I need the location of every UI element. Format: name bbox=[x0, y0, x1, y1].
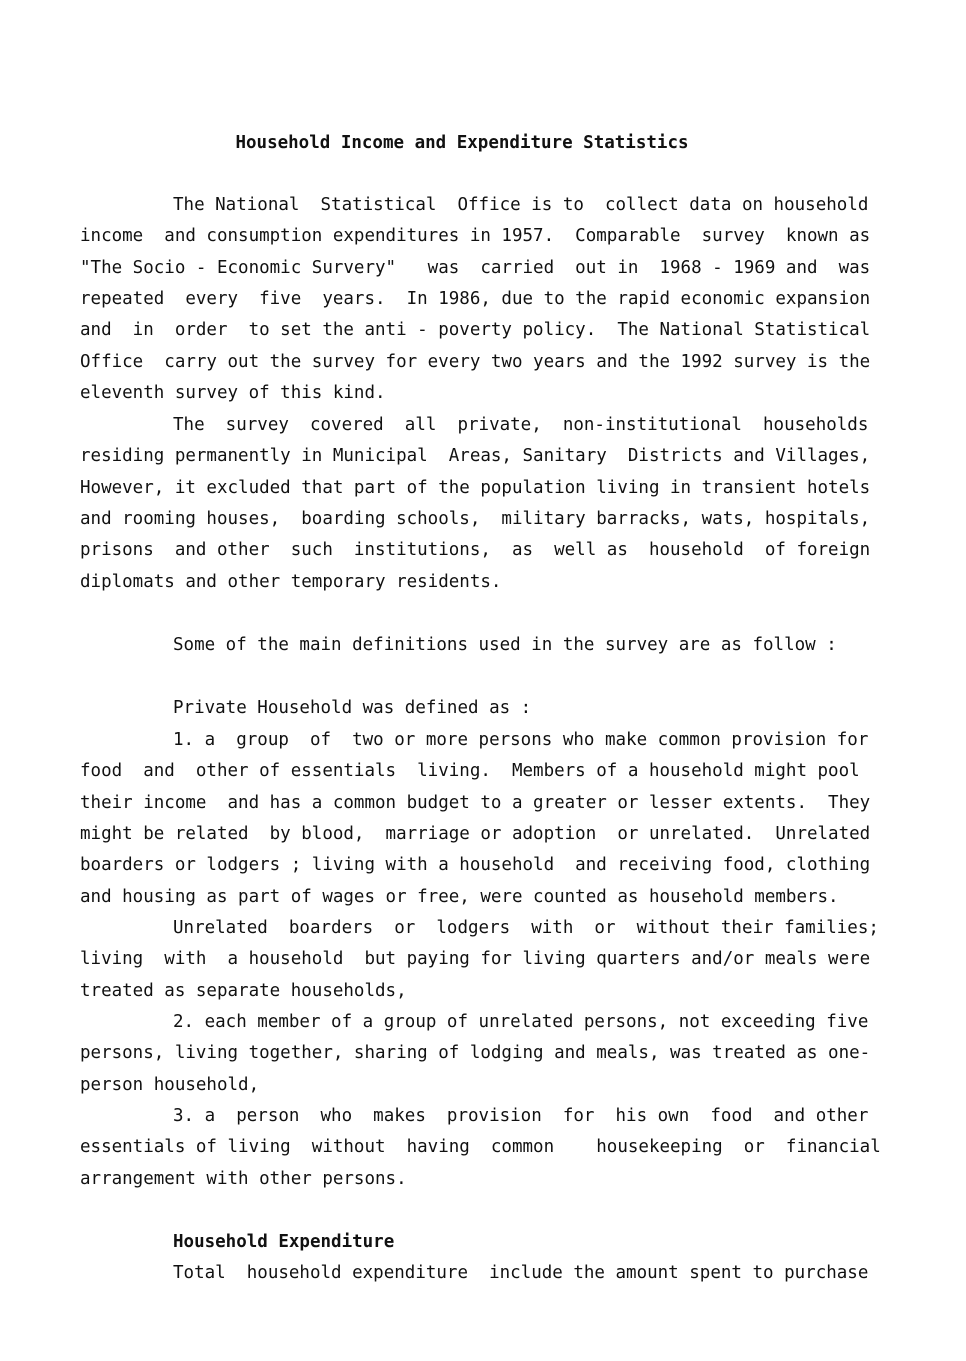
definitions-intro bbox=[80, 630, 848, 661]
text-line: their income and has a common budget to a greater or lesser extents. They bbox=[80, 792, 871, 813]
intro-paragraph-1 bbox=[80, 190, 871, 409]
text-line: income and consumption expenditures in 1957. Comparable survey known as bbox=[80, 226, 871, 247]
text-line: and rooming houses, boarding schools, military barracks, wats, hospitals, bbox=[80, 509, 871, 530]
text-line: arrangement with other persons. bbox=[80, 1168, 407, 1189]
text-line: Total household expenditure include the amount spent to purchase bbox=[173, 1263, 869, 1283]
text-line: 1. a group of two or more persons who make common provision for bbox=[173, 730, 869, 750]
private-household-heading bbox=[80, 693, 848, 724]
text-line: Some of the main definitions used in the survey are as follow : bbox=[173, 635, 837, 655]
definition-item-3 bbox=[80, 1101, 881, 1195]
text-line: 3. a person who makes provision for his own food and other bbox=[173, 1106, 869, 1126]
text-line: essentials of living without having common housekeeping or financial bbox=[80, 1137, 881, 1158]
text-line: The survey covered all private, non-institutional households bbox=[173, 415, 869, 435]
text-line: food and other of essentials living. Members of a household might pool bbox=[80, 761, 860, 782]
text-line: and housing as part of wages or free, were counted as household members. bbox=[80, 886, 839, 907]
definition-item-2 bbox=[80, 1007, 871, 1101]
intro-paragraph-2 bbox=[80, 410, 871, 598]
expenditure-paragraph bbox=[80, 1258, 869, 1289]
text-line: treated as separate households, bbox=[80, 980, 407, 1001]
text-line: "The Socio - Economic Survery" was carried out in 1968 - 1969 and was bbox=[80, 257, 871, 278]
expenditure-heading bbox=[80, 1227, 848, 1258]
text-line: Office carry out the survey for every two years and the 1992 survey is the bbox=[80, 351, 871, 372]
text-line: repeated every five years. In 1986, due to the rapid economic expansion bbox=[80, 289, 871, 310]
text-line: diplomats and other temporary residents. bbox=[80, 571, 502, 592]
text-line: Unrelated boarders or lodgers with or without their families; bbox=[173, 918, 879, 938]
text-line: persons, living together, sharing of lodging and meals, was treated as one- bbox=[80, 1043, 871, 1064]
text-line: However, it excluded that part of the population living in transient hotels bbox=[80, 477, 871, 498]
section-heading: Household Expenditure bbox=[173, 1232, 395, 1252]
text-line: Private Household was defined as : bbox=[173, 698, 532, 718]
document-title: Household Income and Expenditure Statistics bbox=[235, 133, 689, 153]
text-line: The National Statistical Office is to collect data on household bbox=[173, 195, 869, 215]
definition-item-1 bbox=[80, 725, 871, 913]
text-line: might be related by blood, marriage or adoption or unrelated. Unrelated bbox=[80, 824, 871, 845]
text-line: residing permanently in Municipal Areas, Sanitary Districts and Villages, bbox=[80, 446, 871, 467]
text-line: person household, bbox=[80, 1074, 260, 1095]
text-line: prisons and other such institutions, as well as household of foreign bbox=[80, 540, 871, 561]
text-line: 2. each member of a group of unrelated persons, not exceeding five bbox=[173, 1012, 869, 1032]
text-line: and in order to set the anti - poverty policy. The National Statistical bbox=[80, 320, 871, 341]
definition-item-1-continued bbox=[80, 913, 879, 1007]
text-line: boarders or lodgers ; living with a household and receiving food, clothing bbox=[80, 855, 871, 876]
text-line: living with a household but paying for living quarters and/or meals were bbox=[80, 949, 871, 970]
text-line: eleventh survey of this kind. bbox=[80, 383, 386, 404]
